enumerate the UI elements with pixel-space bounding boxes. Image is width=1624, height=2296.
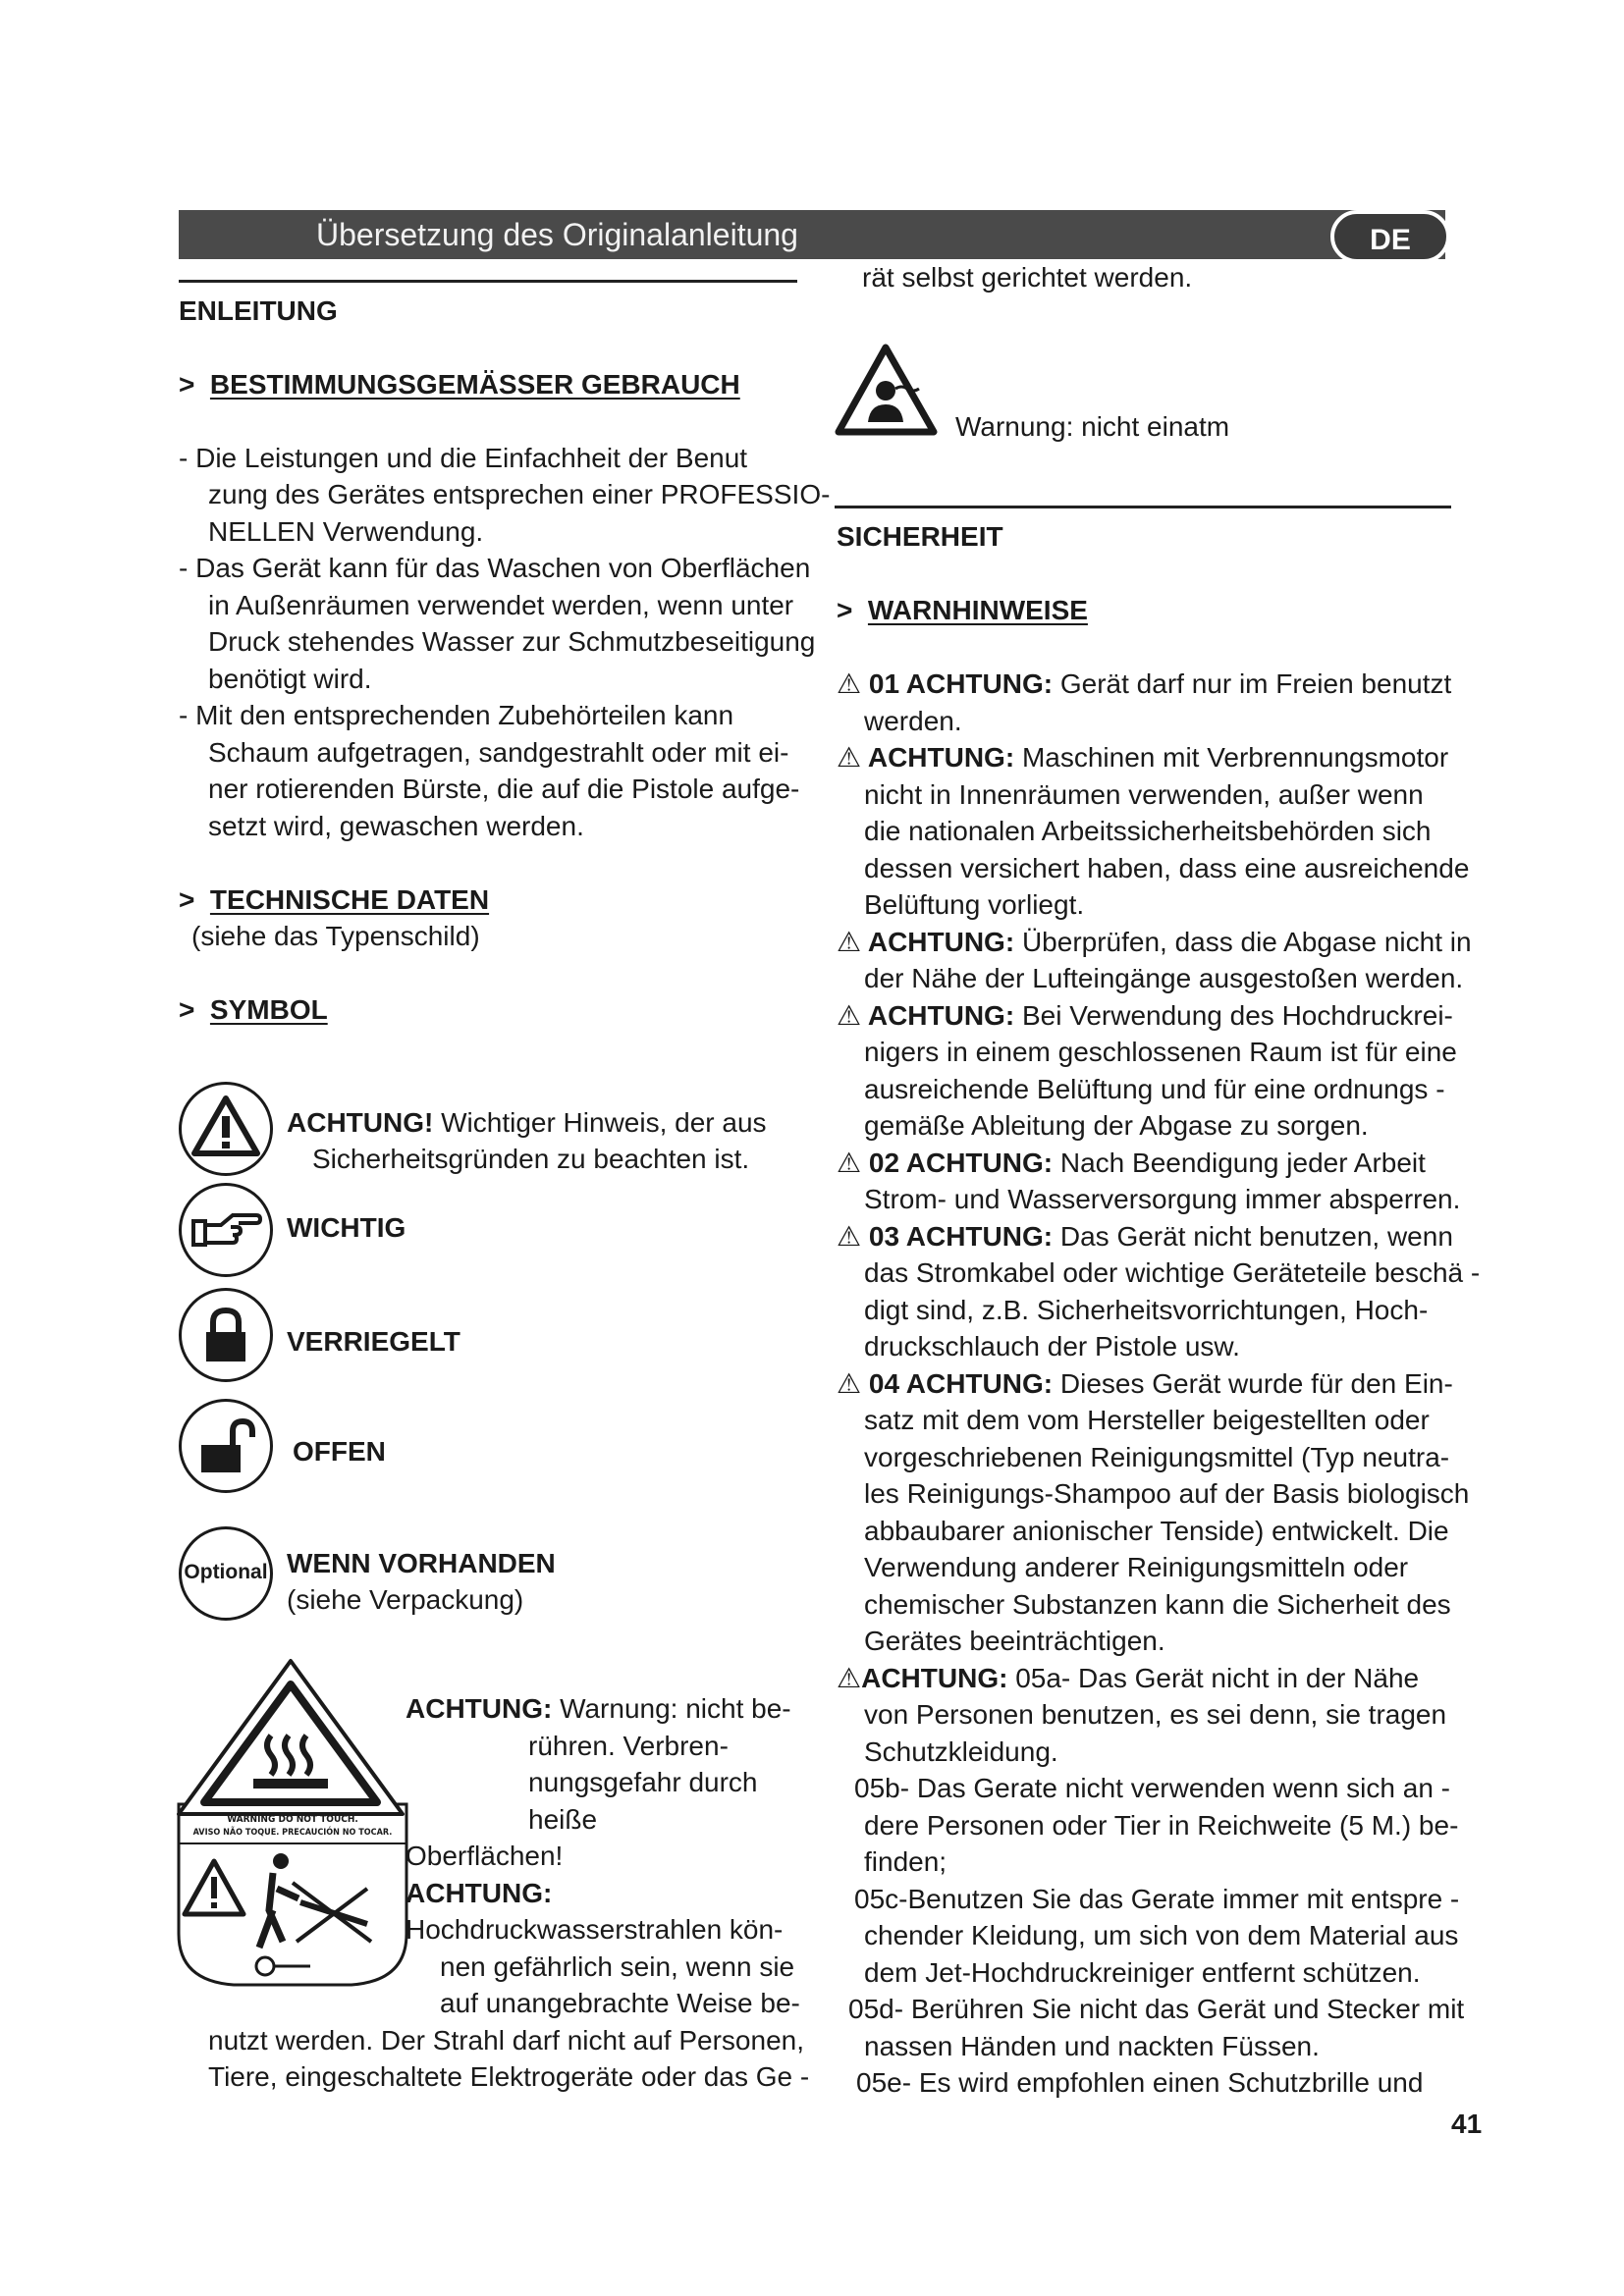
warning-05d: 05d- Berühren Sie nicht das Gerät und Stecker mit [848,1994,1465,2024]
warning-05b: 05b- Das Gerate nicht verwenden wenn sich an - [854,1773,1450,1803]
section-marker: > [179,884,195,915]
symbol-wichtig-label: WICHTIG [287,1212,406,1243]
section-warnings-title: WARNHINWEISE [867,595,1088,625]
warning-line: digt sind, z.B. Sicherheitsvorrichtungen, Hoch- [864,1295,1429,1325]
warning-line: druckschlauch der Pistole usw. [864,1331,1240,1362]
text-line: benötigt wird. [208,664,372,694]
warning-triangle-icon: ⚠ [837,1221,862,1252]
symbol-achtung-text [287,1104,767,1142]
text-line: Druck stehendes Wasser zur Schmutzbeseitigung [208,626,816,657]
hot-line-9: auf unangebrachte Weise be- [440,1988,800,2018]
warning-line: gemäße Ableitung der Abgase zu sorgen. [864,1110,1369,1141]
section-marker: > [179,369,195,400]
warning-label: ACHTUNG: [861,927,1015,957]
warning-label: 03 ACHTUNG: [861,1221,1054,1252]
page-number: 41 [1451,2109,1483,2139]
text-line: NELLEN Verwendung. [208,516,484,547]
text-line: - Mit den entsprechenden Zubehörteilen kann [179,700,734,730]
section-technical [179,881,489,919]
text-line: Schaum aufgetragen, sandgestrahlt oder mit ei- [208,737,789,768]
warning-triangle-icon: ⚠ [837,1663,862,1693]
warning-02 [837,1145,1426,1182]
warning-line: dere Personen oder Tier in Reichweite (5 M.) be- [864,1810,1459,1841]
text-line: setzt wird, gewaschen werden. [208,811,584,841]
hot-line-4: heiße [528,1804,598,1835]
optional-icon [179,1526,273,1621]
header-bar [179,210,1445,259]
hot-surface-warning-label [175,1657,410,1991]
hot-line-6: ACHTUNG: [406,1878,553,1908]
hot-line-1 [406,1690,791,1728]
warning-line: die nationalen Arbeitssicherheitsbehörden sich [864,816,1432,846]
warning-line: vorgeschriebenen Reinigungsmittel (Typ neutra- [864,1442,1450,1472]
warning-line: nicht in Innenräumen verwenden, außer wenn [864,779,1424,810]
warning-line: Strom- und Wasserversorgung immer absperren. [864,1184,1461,1214]
optional-icon-text: Optional [184,1561,268,1583]
warning-combustion [837,739,1448,776]
warning-05a [837,1660,1419,1697]
technical-note: (siehe das Typenschild) [191,921,480,951]
hot-line-8: nen gefährlich sein, wenn sie [440,1951,795,1982]
section-marker: > [179,994,195,1025]
warning-triangle-icon: ⚠ [837,927,862,957]
section-usage [179,366,740,403]
hot-line-11: Tiere, eingeschaltete Elektrogeräte oder das Ge - [208,2061,810,2092]
label-sign-line-1: WARNING DO NOT TOUCH. [227,1814,358,1825]
hot-line-2: rühren. Verbren- [528,1731,729,1761]
language-badge: DE [1330,210,1450,263]
warning-line: abbaubarer anionischer Tenside) entwickelt. Die [864,1516,1449,1546]
text-line: zung des Gerätes entsprechen einer PROFESSIO- [208,479,831,509]
warning-label: ACHTUNG: [861,1663,1008,1693]
pointing-hand-icon [179,1183,273,1277]
continued-text: rät selbst gerichtet werden. [862,262,1193,293]
warning-05e: 05e- Es wird empfohlen einen Schutzbrille und [856,2067,1424,2098]
section-technical-title: TECHNISCHE DATEN [209,884,490,915]
warning-line: ausreichende Belüftung und für eine ordnungs - [864,1074,1445,1104]
symbol-optional-note: (siehe Verpackung) [287,1584,524,1615]
warning-line: dem Jet-Hochdruckreiniger entfernt schützen. [864,1957,1421,1988]
hot-line-5: Oberflächen! [406,1841,564,1871]
warning-closed-room [837,997,1453,1035]
warning-text: Nach Beendigung jeder Arbeit [1053,1148,1426,1178]
warning-line: finden; [864,1846,947,1877]
warning-triangle-icon: ⚠ [837,742,862,773]
text-line: - Die Leistungen und die Einfachheit der Benut [179,443,748,473]
warning-line: nassen Händen und nackten Füssen. [864,2031,1320,2061]
left-column-rule [179,280,797,283]
warning-text: Maschinen mit Verbrennungsmotor [1014,742,1449,773]
warning-01 [837,666,1451,703]
warning-05c: 05c-Benutzen Sie das Gerate immer mit entspre - [854,1884,1460,1914]
symbol-offen-label: OFFEN [293,1436,386,1467]
lock-open-icon [179,1399,273,1493]
warning-text: Dieses Gerät wurde für den Ein- [1053,1368,1453,1399]
warning-line: werden. [864,706,962,736]
warning-04 [837,1365,1453,1403]
warning-text: Gerät darf nur im Freien benutzt [1053,668,1452,699]
hot-line-7: Hochdruckwasserstrahlen kön- [406,1914,784,1945]
section-usage-title: BESTIMMUNGSGEMÄSSER GEBRAUCH [209,369,740,400]
warning-text: Das Gerät nicht benutzen, wenn [1053,1221,1453,1252]
warning-text: Überprüfen, dass die Abgase nicht in [1014,927,1472,957]
warning-triangle-icon: ⚠ [837,668,862,699]
safety-heading: SICHERHEIT [837,521,1003,552]
hot-text: Warnung: nicht be- [552,1693,791,1724]
text-line: in Außenräumen verwendet werden, wenn unter [208,590,794,620]
warning-line: chender Kleidung, um sich von dem Material aus [864,1920,1459,1950]
section-warnings [837,592,1088,629]
breath-warning-text: Warnung: nicht einatm [955,411,1230,442]
warning-label: 02 ACHTUNG: [861,1148,1054,1178]
intro-heading: ENLEITUNG [179,295,338,326]
warning-line: Belüftung vorliegt. [864,889,1085,920]
symbol-achtung-desc-2: Sicherheitsgründen zu beachten ist. [312,1144,750,1174]
symbol-verriegelt-label: VERRIEGELT [287,1326,460,1357]
symbol-achtung-label: ACHTUNG! [287,1107,434,1138]
section-marker: > [837,595,853,625]
warning-label: ACHTUNG: [861,742,1015,773]
warning-line: Gerätes beeinträchtigen. [864,1626,1165,1656]
symbol-achtung-desc: Wichtiger Hinweis, der aus [433,1107,767,1138]
warning-line: nigers in einem geschlossenen Raum ist für eine [864,1037,1457,1067]
section-symbol-title: SYMBOL [209,994,328,1025]
warning-text: 05a- Das Gerät nicht in der Nähe [1007,1663,1420,1693]
warning-triangle-icon: ⚠ [837,1368,862,1399]
header-title: Übersetzung des Originalanleitung [316,217,798,252]
warning-exhaust [837,924,1472,961]
text-line: - Das Gerät kann für das Waschen von Oberflächen [179,553,811,583]
warning-text: Bei Verwendung des Hochdruckrei- [1014,1000,1453,1031]
warning-line: satz mit dem vom Hersteller beigestellten oder [864,1405,1430,1435]
section-symbol [179,991,328,1029]
warning-label: 04 ACHTUNG: [861,1368,1054,1399]
warning-symbol-icon [179,1082,273,1176]
warning-label: 01 ACHTUNG: [861,668,1054,699]
label-sign-line-2: AVISO NÃO TOQUE. PRECAUCIÓN NO TOCAR. [192,1828,393,1838]
warning-line: das Stromkabel oder wichtige Geräteteile beschä - [864,1257,1481,1288]
warning-label: ACHTUNG: [861,1000,1015,1031]
right-column-rule [835,506,1451,508]
warning-line: chemischer Substanzen kann die Sicherheit des [864,1589,1451,1620]
warning-triangle-icon: ⚠ [837,1148,862,1178]
warning-line: dessen versichert haben, dass eine ausreichende [864,853,1470,883]
warning-line: les Reinigungs-Shampoo auf der Basis biologisch [864,1478,1470,1509]
warning-line: Schutzkleidung. [864,1736,1058,1767]
warning-line: von Personen benutzen, es sei denn, sie tragen [864,1699,1447,1730]
hot-line-10: nutzt werden. Der Strahl darf nicht auf Personen, [208,2025,804,2056]
warning-03 [837,1218,1453,1255]
warning-triangle-icon: ⚠ [837,1000,862,1031]
symbol-optional-label: WENN VORHANDEN [287,1548,556,1578]
hot-achtung-label: ACHTUNG: [406,1693,553,1724]
hot-line-3: nungsgefahr durch [528,1767,758,1797]
warning-line: der Nähe der Lufteingänge ausgestoßen werden. [864,963,1464,993]
warning-line: Verwendung anderer Reinigungsmitteln oder [864,1552,1409,1582]
breathing-warning-icon [835,344,938,437]
text-line: ner rotierenden Bürste, die auf die Pistole aufge- [208,774,800,804]
lock-closed-icon [179,1288,273,1382]
